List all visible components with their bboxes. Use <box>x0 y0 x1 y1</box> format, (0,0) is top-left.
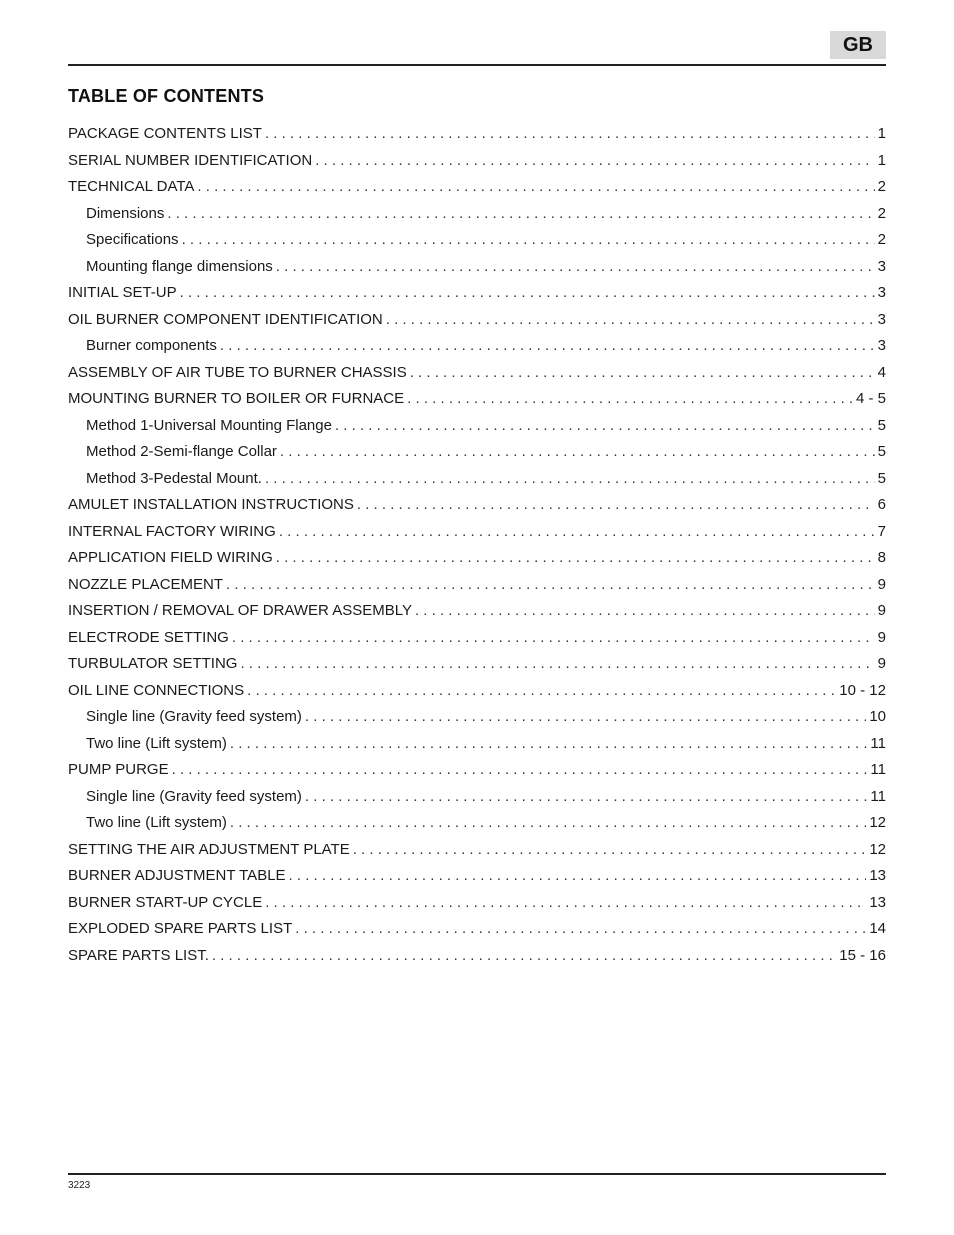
toc-entry-label: OIL LINE CONNECTIONS <box>68 681 245 699</box>
toc-dot-leader <box>226 576 875 593</box>
toc-dot-leader <box>265 125 875 142</box>
toc-entry[interactable] <box>68 337 886 364</box>
toc-dot-leader <box>172 761 868 778</box>
toc-dot-leader <box>167 205 874 222</box>
toc-dot-leader <box>386 311 875 328</box>
toc-dot-leader <box>230 814 866 831</box>
toc-entry-label: Two line (Lift system) <box>86 814 227 831</box>
toc-entry-page: 12 <box>869 814 886 831</box>
toc-entry-page: 9 <box>877 655 886 672</box>
toc-entry-page: 2 <box>877 231 886 248</box>
toc-entry[interactable] <box>68 576 886 603</box>
toc-entry-page: 9 <box>877 602 886 619</box>
toc-entry[interactable] <box>68 761 886 788</box>
toc-entry-page: 14 <box>869 920 886 937</box>
toc-entry-label: OIL BURNER COMPONENT IDENTIFICATION <box>68 310 383 328</box>
toc-dot-leader <box>280 443 875 460</box>
toc-entry-label: Specifications <box>86 231 179 248</box>
toc-dot-leader <box>232 629 875 646</box>
toc-entry[interactable] <box>68 231 886 258</box>
toc-entry-page: 6 <box>877 496 886 513</box>
toc-entry-page: 7 <box>877 522 886 540</box>
toc-entry-label: Dimensions <box>86 204 165 222</box>
toc-dot-leader <box>212 947 836 964</box>
toc-entry-page: 1 <box>877 125 886 142</box>
toc-entry[interactable] <box>68 470 886 497</box>
toc-entry[interactable] <box>68 523 886 550</box>
toc-dot-leader <box>276 549 875 566</box>
toc-entry[interactable] <box>68 311 886 338</box>
toc-entry-page: 13 <box>869 867 886 884</box>
toc-entry-page: 3 <box>877 337 886 354</box>
toc-entry-page: 11 <box>870 734 886 752</box>
toc-entry-page: 10 <box>869 708 886 725</box>
toc-entry-label: INITIAL SET-UP <box>68 284 177 301</box>
toc-entry-label: BURNER ADJUSTMENT TABLE <box>68 867 286 884</box>
toc-entry[interactable] <box>68 814 886 841</box>
toc-dot-leader <box>289 867 867 884</box>
toc-entry-page: 3 <box>877 284 886 301</box>
toc-entry-page: 15 - 16 <box>839 946 886 964</box>
toc-entry-page: 4 <box>877 363 886 381</box>
toc-dot-leader <box>407 390 853 407</box>
toc-entry-page: 11 <box>870 787 886 805</box>
toc-dot-leader <box>240 655 874 672</box>
toc-entry-page: 2 <box>877 204 886 222</box>
toc-dot-leader <box>353 841 867 858</box>
toc-entry[interactable] <box>68 894 886 921</box>
toc-entry-label: Single line (Gravity feed system) <box>86 787 302 805</box>
toc-dot-leader <box>197 178 874 195</box>
toc-entry-label: Burner components <box>86 337 217 354</box>
toc-entry-label: TURBULATOR SETTING <box>68 655 238 672</box>
toc-entry-label: Method 1-Universal Mounting Flange <box>86 416 332 434</box>
toc-entry-page: 5 <box>877 443 886 460</box>
toc-entry-label: SETTING THE AIR ADJUSTMENT PLATE <box>68 840 350 858</box>
page-title: TABLE OF CONTENTS <box>68 86 265 106</box>
toc-entry[interactable] <box>68 443 886 470</box>
toc-dot-leader <box>295 920 866 937</box>
toc-entry-page: 4 - 5 <box>855 390 886 407</box>
toc-entry-label: PACKAGE CONTENTS LIST <box>68 125 262 142</box>
toc-entry[interactable] <box>68 284 886 311</box>
toc-entry-label: APPLICATION FIELD WIRING <box>68 549 273 566</box>
toc-entry[interactable] <box>68 496 886 523</box>
toc-entry-page: 11 <box>870 761 886 778</box>
footer-document-code: 3223 <box>68 1180 91 1191</box>
toc-dot-leader <box>415 602 875 619</box>
toc-entry[interactable] <box>68 549 886 576</box>
toc-entry-label: INSERTION / REMOVAL OF DRAWER ASSEMBLY <box>68 602 412 619</box>
toc-entry-label: Single line (Gravity feed system) <box>86 708 302 725</box>
toc-entry-page: 13 <box>869 893 886 911</box>
toc-entry[interactable] <box>68 125 886 152</box>
toc-entry[interactable] <box>68 655 886 682</box>
toc-entry-page: 12 <box>869 840 886 858</box>
toc-dot-leader <box>357 496 875 513</box>
toc-entry-page: 3 <box>877 310 886 328</box>
toc-entry-label: EXPLODED SPARE PARTS LIST <box>68 920 293 937</box>
toc-entry-label: Method 3-Pedestal Mount. <box>86 469 262 487</box>
toc-entry-page: 3 <box>877 257 886 275</box>
toc-entry[interactable] <box>68 390 886 417</box>
toc-entry-page: 10 - 12 <box>839 681 886 699</box>
toc-entry-page: 1 <box>877 151 886 169</box>
footer-divider <box>68 1173 886 1175</box>
toc-entry[interactable] <box>68 152 886 179</box>
toc-dot-leader <box>247 682 836 699</box>
toc-dot-leader <box>279 523 875 540</box>
toc-entry-page: 5 <box>877 469 886 487</box>
toc-entry[interactable] <box>68 417 886 444</box>
toc-entry[interactable] <box>68 867 886 894</box>
toc-entry[interactable] <box>68 708 886 735</box>
toc-entry[interactable] <box>68 178 886 205</box>
toc-entry[interactable] <box>68 947 886 974</box>
toc-entry-label: TECHNICAL DATA <box>68 178 195 195</box>
header-divider <box>68 64 886 66</box>
toc-dot-leader <box>230 735 868 752</box>
toc-dot-leader <box>410 364 875 381</box>
toc-entry-label: Mounting flange dimensions <box>86 257 273 275</box>
toc-entry-label: ASSEMBLY OF AIR TUBE TO BURNER CHASSIS <box>68 363 407 381</box>
toc-entry-label: INTERNAL FACTORY WIRING <box>68 522 276 540</box>
toc-entry[interactable] <box>68 364 886 391</box>
table-of-contents <box>68 125 886 973</box>
toc-entry-label: Two line (Lift system) <box>86 734 227 752</box>
toc-entry[interactable] <box>68 788 886 815</box>
toc-entry-label: BURNER START-UP CYCLE <box>68 893 263 911</box>
toc-entry-label: PUMP PURGE <box>68 761 169 778</box>
toc-entry[interactable] <box>68 682 886 709</box>
toc-entry-label: MOUNTING BURNER TO BOILER OR FURNACE <box>68 390 405 407</box>
toc-entry[interactable] <box>68 735 886 762</box>
toc-entry-label: Method 2-Semi-flange Collar <box>86 443 277 460</box>
toc-entry-page: 2 <box>877 178 886 195</box>
toc-entry-label: NOZZLE PLACEMENT <box>68 575 224 593</box>
toc-entry-page: 5 <box>877 416 886 434</box>
toc-dot-leader <box>335 417 875 434</box>
toc-dot-leader <box>182 231 875 248</box>
toc-dot-leader <box>305 788 868 805</box>
toc-entry[interactable] <box>68 602 886 629</box>
toc-entry-page: 8 <box>877 549 886 566</box>
toc-dot-leader <box>180 284 875 301</box>
toc-dot-leader <box>220 337 875 354</box>
toc-entry-label: SPARE PARTS LIST. <box>68 946 209 964</box>
toc-entry-label: SERIAL NUMBER IDENTIFICATION <box>68 151 313 169</box>
toc-dot-leader <box>265 470 875 487</box>
toc-entry[interactable] <box>68 920 886 947</box>
toc-entry-label: AMULET INSTALLATION INSTRUCTIONS <box>68 496 354 513</box>
toc-dot-leader <box>276 258 875 275</box>
toc-dot-leader <box>265 894 866 911</box>
toc-entry[interactable] <box>68 258 886 285</box>
toc-entry[interactable] <box>68 629 886 656</box>
toc-dot-leader <box>315 152 874 169</box>
toc-entry-page: 9 <box>877 575 886 593</box>
toc-entry[interactable] <box>68 205 886 232</box>
toc-entry[interactable] <box>68 841 886 868</box>
toc-entry-label: ELECTRODE SETTING <box>68 628 229 646</box>
language-badge: GB <box>830 31 886 59</box>
toc-dot-leader <box>305 708 866 725</box>
toc-entry-page: 9 <box>877 628 886 646</box>
